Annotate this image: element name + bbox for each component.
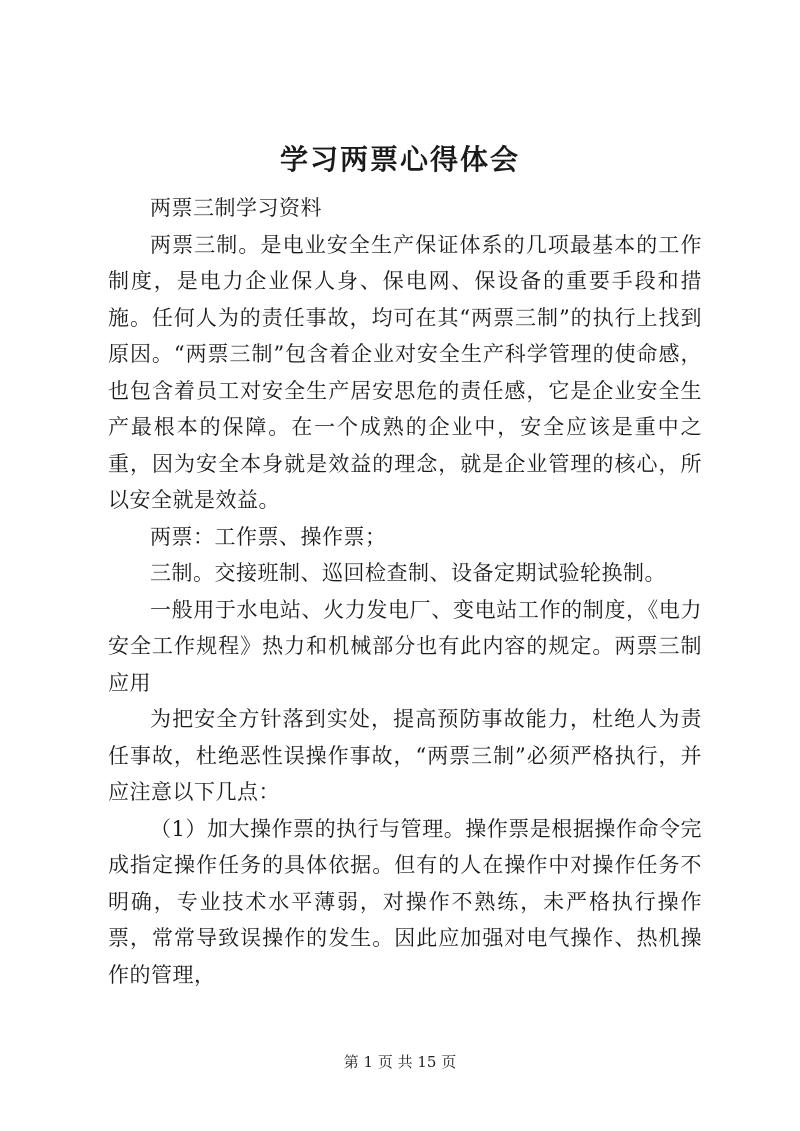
page-number-footer: 第 1 页 共 15 页: [343, 1053, 457, 1071]
paragraph-application: 一般用于水电站、火力发电厂、变电站工作的制度，《电力安全工作规程》热力和机械部分也有此内容的规定。两票三制应用: [108, 597, 702, 695]
document-title: 学习两票心得体会: [279, 143, 520, 176]
document-body: [108, 190, 702, 993]
paragraph-two-tickets: 两票：工作票、操作票；: [150, 524, 387, 549]
paragraph-subtitle: 两票三制学习资料: [150, 196, 322, 220]
paragraph-three-systems: 三制。交接班制、巡回检查制、设备定期试验轮换制。: [150, 561, 666, 585]
paragraph-attention: 为把安全方针落到实处，提高预防事故能力，杜绝人为责任事故，杜绝恶性误操作事故，“两票三制”必须严格执行，并应注意以下几点：: [108, 707, 702, 804]
paragraph-item-1: （1）加大操作票的执行与管理。操作票是根据操作命令完成指定操作任务的具体依据。但有的人在操作中对操作任务不明确，专业技术水平薄弱，对操作不熟练，未严格执行操作票，常常导致误操作的发生。因此应加强对电气操作、热机操作的管理，: [108, 816, 702, 987]
paragraph-definition: 两票三制。是电业安全生产保证体系的几项最基本的工作制度，是电力企业保人身、保电网、保设备的重要手段和措施。任何人为的责任事故，均可在其“两票三制”的执行上找到原因。“两票三制”包含着企业对安全生产科学管理的使命感，也包含着员工对安全生产居安思危的责任感，它是企业安全生产最根本的保障。在一个成熟的企业中，安全应该是重中之重，因为安全本身就是效益的理念，就是企业管理的核心，所以安全就是效益。: [108, 232, 702, 512]
